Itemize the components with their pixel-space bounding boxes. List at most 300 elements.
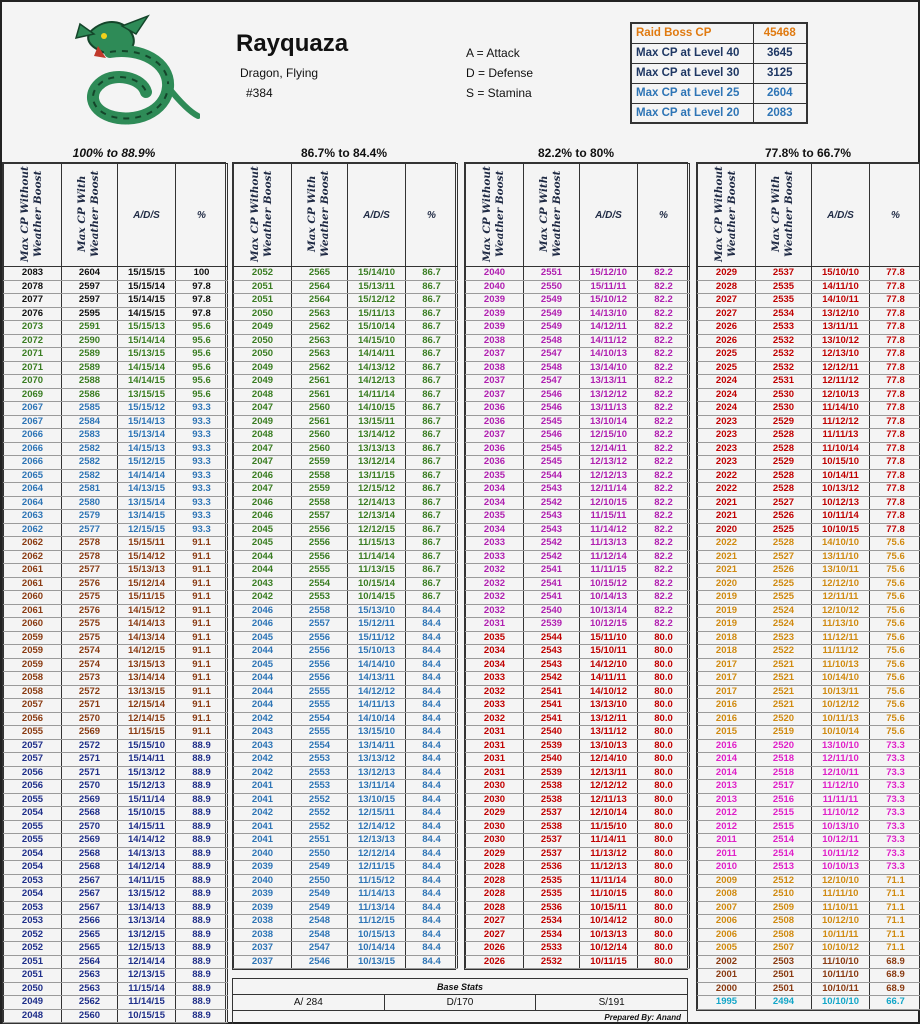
iv-percent: 66.7 [870, 996, 920, 1010]
cp-without-boost: 2008 [698, 888, 756, 902]
cp-with-boost: 2521 [756, 699, 812, 713]
cp-with-boost: 2556 [292, 645, 348, 659]
table-row [4, 361, 228, 375]
base-defense: D/170 [385, 995, 537, 1010]
iv-percent: 75.6 [870, 618, 920, 632]
iv-percent: 82.2 [638, 618, 690, 632]
cp-with-boost: 2507 [756, 942, 812, 956]
cp-summary-label: Max CP at Level 30 [631, 63, 753, 83]
column-header [348, 164, 406, 267]
iv-percent: 91.1 [176, 672, 228, 686]
iv-percent: 80.0 [638, 901, 690, 915]
iv-percent: 82.2 [638, 415, 690, 429]
cp-with-boost: 2529 [756, 456, 812, 470]
iv-ads: 10/12/12 [812, 699, 870, 713]
column-header-label: Max CP Without Weather Boost [480, 165, 506, 262]
cp-with-boost: 2514 [756, 847, 812, 861]
table-row [234, 577, 458, 591]
cp-with-boost: 2528 [756, 483, 812, 497]
cp-with-boost: 2572 [62, 739, 118, 753]
cp-without-boost: 2024 [698, 375, 756, 389]
cp-with-boost: 2508 [756, 928, 812, 942]
table-row [4, 739, 228, 753]
cp-without-boost: 2066 [4, 429, 62, 443]
iv-ads: 14/11/10 [812, 280, 870, 294]
iv-percent: 80.0 [638, 807, 690, 821]
iv-ads: 13/13/15 [118, 685, 176, 699]
table-row [466, 415, 690, 429]
cp-with-boost: 2530 [756, 402, 812, 416]
iv-percent: 84.4 [406, 915, 458, 929]
iv-ads: 11/13/14 [348, 901, 406, 915]
table-row [4, 348, 228, 362]
table-row [4, 564, 228, 578]
table-row [466, 591, 690, 605]
cp-without-boost: 2064 [4, 483, 62, 497]
cp-without-boost: 2037 [466, 348, 524, 362]
iv-percent: 77.8 [870, 415, 920, 429]
iv-percent: 88.9 [176, 969, 228, 983]
iv-ads: 10/10/10 [812, 996, 870, 1010]
table-row [234, 672, 458, 686]
iv-ads: 14/12/15 [118, 645, 176, 659]
cp-without-boost: 2024 [698, 388, 756, 402]
cp-without-boost: 2055 [4, 834, 62, 848]
cp-without-boost: 2035 [466, 510, 524, 524]
iv-percent: 71.1 [870, 928, 920, 942]
iv-ads: 10/14/15 [348, 591, 406, 605]
cp-with-boost: 2525 [756, 591, 812, 605]
iv-percent: 84.4 [406, 631, 458, 645]
iv-ads: 14/14/11 [348, 348, 406, 362]
iv-ads: 13/14/10 [580, 361, 638, 375]
cp-with-boost: 2556 [292, 523, 348, 537]
table-row [466, 321, 690, 335]
cp-with-boost: 2570 [62, 820, 118, 834]
iv-percent: 86.7 [406, 429, 458, 443]
iv-percent: 84.4 [406, 793, 458, 807]
iv-ads: 13/14/12 [348, 429, 406, 443]
cp-without-boost: 2028 [466, 901, 524, 915]
cp-without-boost: 2015 [698, 726, 756, 740]
cp-with-boost: 2523 [756, 631, 812, 645]
cp-without-boost: 2053 [4, 874, 62, 888]
iv-percent: 84.4 [406, 820, 458, 834]
cp-without-boost: 2062 [4, 550, 62, 564]
column-header-label: % [659, 209, 668, 221]
cp-with-boost: 2539 [524, 618, 580, 632]
cp-with-boost: 2529 [756, 415, 812, 429]
iv-ads: 15/11/13 [348, 307, 406, 321]
table-row [234, 483, 458, 497]
cp-without-boost: 2042 [234, 591, 292, 605]
cp-without-boost: 2038 [466, 334, 524, 348]
iv-ads: 13/13/13 [348, 442, 406, 456]
iv-ads: 12/13/13 [348, 834, 406, 848]
cp-without-boost: 2040 [234, 847, 292, 861]
table-row [234, 294, 458, 308]
iv-ads: 13/11/12 [580, 726, 638, 740]
table-row [466, 780, 690, 794]
iv-percent: 73.3 [870, 820, 920, 834]
iv-percent: 84.4 [406, 604, 458, 618]
cp-without-boost: 2039 [234, 888, 292, 902]
cp-without-boost: 2039 [234, 861, 292, 875]
iv-ads: 13/12/13 [348, 766, 406, 780]
iv-ads: 12/14/11 [580, 442, 638, 456]
cp-without-boost: 2009 [698, 874, 756, 888]
cp-with-boost: 2556 [292, 537, 348, 551]
iv-percent: 84.4 [406, 874, 458, 888]
cp-with-boost: 2564 [292, 280, 348, 294]
column-header [580, 164, 638, 267]
cp-with-boost: 2525 [756, 523, 812, 537]
cp-with-boost: 2555 [292, 726, 348, 740]
cp-without-boost: 2046 [234, 496, 292, 510]
range-title-3: 82.2% to 80% [537, 146, 615, 160]
cp-summary-row [631, 63, 807, 83]
iv-percent: 86.7 [406, 456, 458, 470]
table-row [234, 537, 458, 551]
cp-with-boost: 2508 [756, 915, 812, 929]
iv-percent: 82.2 [638, 510, 690, 524]
iv-ads: 15/10/13 [348, 645, 406, 659]
table-row [698, 550, 920, 564]
cp-without-boost: 2030 [466, 780, 524, 794]
cp-without-boost: 2043 [234, 726, 292, 740]
iv-ads: 10/14/12 [580, 915, 638, 929]
table-row [466, 294, 690, 308]
iv-percent: 93.3 [176, 510, 228, 524]
cp-without-boost: 2064 [4, 496, 62, 510]
iv-percent: 86.7 [406, 348, 458, 362]
iv-ads: 13/10/11 [812, 564, 870, 578]
iv-ads: 11/14/11 [580, 834, 638, 848]
cp-with-boost: 2597 [62, 280, 118, 294]
iv-ads: 11/15/15 [118, 726, 176, 740]
table-row [466, 523, 690, 537]
cp-with-boost: 2576 [62, 577, 118, 591]
cp-without-boost: 2044 [234, 685, 292, 699]
cp-without-boost: 2046 [234, 469, 292, 483]
table-row [466, 631, 690, 645]
cp-with-boost: 2561 [292, 415, 348, 429]
cp-without-boost: 2032 [466, 564, 524, 578]
iv-percent: 88.9 [176, 874, 228, 888]
table-row [4, 442, 228, 456]
cp-without-boost: 2051 [234, 294, 292, 308]
cp-with-boost: 2561 [292, 388, 348, 402]
iv-percent: 77.8 [870, 402, 920, 416]
cp-without-boost: 2050 [234, 307, 292, 321]
iv-percent: 86.7 [406, 334, 458, 348]
iv-percent: 91.1 [176, 645, 228, 659]
iv-percent: 80.0 [638, 780, 690, 794]
cp-with-boost: 2494 [756, 996, 812, 1010]
iv-percent: 84.4 [406, 699, 458, 713]
iv-percent: 80.0 [638, 631, 690, 645]
iv-ads: 11/12/12 [812, 415, 870, 429]
cp-with-boost: 2563 [292, 307, 348, 321]
iv-percent: 82.2 [638, 280, 690, 294]
column-header-label: Max CP With Weather Boost [75, 170, 101, 257]
iv-ads: 15/13/10 [348, 604, 406, 618]
iv-ads: 10/10/11 [812, 982, 870, 996]
iv-percent: 88.9 [176, 982, 228, 996]
iv-percent: 84.4 [406, 726, 458, 740]
iv-percent: 75.6 [870, 604, 920, 618]
cp-with-boost: 2534 [524, 928, 580, 942]
cp-with-boost: 2538 [524, 820, 580, 834]
iv-percent: 97.8 [176, 294, 228, 308]
iv-ads: 12/11/15 [348, 861, 406, 875]
iv-percent: 88.9 [176, 834, 228, 848]
column-header-label: % [197, 209, 206, 221]
column-header-label: % [427, 209, 436, 221]
iv-percent: 80.0 [638, 753, 690, 767]
cp-without-boost: 2039 [466, 294, 524, 308]
cp-without-boost: 2055 [4, 793, 62, 807]
table-row [4, 672, 228, 686]
cp-without-boost: 2045 [234, 537, 292, 551]
iv-ads: 10/15/10 [812, 456, 870, 470]
column-header-label: Max CP With Weather Boost [537, 170, 563, 257]
cp-without-boost: 2044 [234, 564, 292, 578]
table-row [234, 753, 458, 767]
iv-percent: 80.0 [638, 699, 690, 713]
cp-with-boost: 2535 [524, 874, 580, 888]
cp-with-boost: 2501 [756, 982, 812, 996]
iv-ads: 15/12/15 [118, 456, 176, 470]
table-row [698, 820, 920, 834]
cp-with-boost: 2555 [292, 564, 348, 578]
table-row [234, 591, 458, 605]
cp-with-boost: 2557 [292, 618, 348, 632]
iv-ads: 10/11/10 [812, 969, 870, 983]
cp-without-boost: 2031 [466, 618, 524, 632]
iv-ads: 10/14/13 [580, 591, 638, 605]
cp-with-boost: 2521 [756, 672, 812, 686]
cp-with-boost: 2556 [292, 631, 348, 645]
cp-with-boost: 2588 [62, 375, 118, 389]
iv-percent: 84.4 [406, 658, 458, 672]
cp-with-boost: 2556 [292, 672, 348, 686]
iv-ads: 11/15/10 [580, 820, 638, 834]
iv-percent: 75.6 [870, 550, 920, 564]
cp-with-boost: 2503 [756, 955, 812, 969]
table-row [234, 402, 458, 416]
iv-ads: 13/15/15 [118, 388, 176, 402]
iv-ads: 14/11/15 [118, 874, 176, 888]
table-row [698, 577, 920, 591]
cp-with-boost: 2521 [756, 658, 812, 672]
iv-percent: 86.7 [406, 523, 458, 537]
iv-percent: 93.3 [176, 496, 228, 510]
cp-with-boost: 2549 [292, 888, 348, 902]
iv-percent: 82.2 [638, 361, 690, 375]
table-row [466, 307, 690, 321]
table-row [4, 510, 228, 524]
legend-defense: D = Defense [466, 66, 534, 80]
table-row [4, 766, 228, 780]
cp-with-boost: 2542 [524, 672, 580, 686]
cp-with-boost: 2591 [62, 321, 118, 335]
iv-percent: 84.4 [406, 955, 458, 969]
table-row [466, 280, 690, 294]
iv-percent: 84.4 [406, 780, 458, 794]
cp-with-boost: 2568 [62, 861, 118, 875]
cp-with-boost: 2545 [524, 442, 580, 456]
iv-percent: 77.8 [870, 280, 920, 294]
iv-ads: 12/11/12 [812, 375, 870, 389]
iv-percent: 75.6 [870, 577, 920, 591]
table-row [698, 442, 920, 456]
iv-percent: 91.1 [176, 604, 228, 618]
cp-with-boost: 2577 [62, 564, 118, 578]
iv-ads: 10/15/11 [580, 901, 638, 915]
cp-with-boost: 2582 [62, 456, 118, 470]
iv-ads: 14/15/13 [118, 442, 176, 456]
cp-without-boost: 2055 [4, 726, 62, 740]
cp-without-boost: 2021 [698, 564, 756, 578]
iv-percent: 75.6 [870, 712, 920, 726]
cp-with-boost: 2526 [756, 564, 812, 578]
iv-ads: 12/12/10 [812, 577, 870, 591]
iv-ads: 14/13/11 [348, 672, 406, 686]
iv-ads: 12/13/15 [118, 969, 176, 983]
iv-ads: 14/14/12 [118, 834, 176, 848]
table-row [234, 496, 458, 510]
table-row [466, 510, 690, 524]
iv-ads: 10/10/15 [812, 523, 870, 537]
table-row [4, 699, 228, 713]
iv-percent: 75.6 [870, 685, 920, 699]
iv-percent: 80.0 [638, 942, 690, 956]
iv-ads: 10/13/10 [812, 820, 870, 834]
iv-ads: 15/12/13 [118, 780, 176, 794]
iv-ads: 12/10/15 [580, 496, 638, 510]
iv-ads: 11/14/13 [348, 888, 406, 902]
iv-percent: 77.8 [870, 267, 920, 281]
iv-percent: 86.7 [406, 321, 458, 335]
table-row [4, 334, 228, 348]
cp-with-boost: 2584 [62, 415, 118, 429]
cp-without-boost: 2043 [234, 577, 292, 591]
iv-percent: 75.6 [870, 564, 920, 578]
table-row [4, 483, 228, 497]
cp-with-boost: 2517 [756, 780, 812, 794]
iv-percent: 80.0 [638, 874, 690, 888]
iv-percent: 75.6 [870, 726, 920, 740]
iv-ads: 11/13/13 [580, 537, 638, 551]
cp-without-boost: 2072 [4, 334, 62, 348]
iv-percent: 77.8 [870, 361, 920, 375]
cp-with-boost: 2572 [62, 685, 118, 699]
cp-with-boost: 2540 [524, 604, 580, 618]
iv-block-1 [2, 162, 226, 1024]
cp-without-boost: 2067 [4, 415, 62, 429]
cp-without-boost: 2007 [698, 901, 756, 915]
cp-with-boost: 2532 [524, 955, 580, 969]
cp-without-boost: 2047 [234, 483, 292, 497]
table-row [4, 631, 228, 645]
iv-ads: 10/15/13 [348, 928, 406, 942]
iv-ads: 12/12/14 [348, 847, 406, 861]
iv-ads: 14/10/13 [580, 348, 638, 362]
cp-without-boost: 2056 [4, 766, 62, 780]
iv-percent: 100 [176, 267, 228, 281]
table-row [4, 820, 228, 834]
iv-percent: 86.7 [406, 496, 458, 510]
iv-ads: 10/11/13 [812, 712, 870, 726]
range-title-2: 86.7% to 84.4% [300, 146, 388, 160]
iv-percent: 86.7 [406, 442, 458, 456]
table-row [4, 618, 228, 632]
column-header [524, 164, 580, 267]
cp-with-boost: 2560 [292, 429, 348, 443]
cp-with-boost: 2534 [524, 915, 580, 929]
iv-ads: 11/12/14 [580, 550, 638, 564]
table-row [698, 807, 920, 821]
cp-without-boost: 2011 [698, 847, 756, 861]
cp-with-boost: 2548 [292, 928, 348, 942]
cp-without-boost: 2056 [4, 780, 62, 794]
iv-ads: 10/15/12 [580, 577, 638, 591]
cp-without-boost: 2026 [466, 942, 524, 956]
column-header [812, 164, 870, 267]
cp-without-boost: 2032 [466, 577, 524, 591]
cp-with-boost: 2542 [524, 537, 580, 551]
cp-without-boost: 2045 [234, 658, 292, 672]
cp-without-boost: 2059 [4, 645, 62, 659]
iv-percent: 86.7 [406, 361, 458, 375]
table-row [698, 969, 920, 983]
table-row [234, 550, 458, 564]
table-row [698, 388, 920, 402]
table-row [466, 442, 690, 456]
iv-percent: 91.1 [176, 685, 228, 699]
iv-ads: 12/15/15 [118, 523, 176, 537]
cp-without-boost: 2005 [698, 942, 756, 956]
table-row [466, 618, 690, 632]
iv-ads: 11/11/15 [580, 564, 638, 578]
table-row [4, 780, 228, 794]
cp-without-boost: 2060 [4, 618, 62, 632]
table-row [4, 375, 228, 389]
iv-ads: 12/10/12 [812, 604, 870, 618]
cp-with-boost: 2547 [292, 942, 348, 956]
iv-percent: 88.9 [176, 739, 228, 753]
cp-with-boost: 2555 [292, 699, 348, 713]
cp-without-boost: 2077 [4, 294, 62, 308]
table-row [4, 456, 228, 470]
cp-with-boost: 2577 [62, 523, 118, 537]
cp-summary-value: 2083 [753, 103, 807, 123]
cp-without-boost: 2046 [234, 510, 292, 524]
iv-ads: 14/15/11 [118, 820, 176, 834]
iv-ads: 10/10/13 [812, 861, 870, 875]
iv-percent: 91.1 [176, 631, 228, 645]
table-row [4, 591, 228, 605]
iv-ads: 14/10/15 [348, 402, 406, 416]
iv-ads: 12/11/14 [580, 483, 638, 497]
iv-ads: 11/15/13 [348, 537, 406, 551]
iv-percent: 82.2 [638, 483, 690, 497]
iv-ads: 15/10/11 [580, 645, 638, 659]
cp-with-boost: 2582 [62, 442, 118, 456]
table-row [234, 510, 458, 524]
cp-without-boost: 2032 [466, 685, 524, 699]
